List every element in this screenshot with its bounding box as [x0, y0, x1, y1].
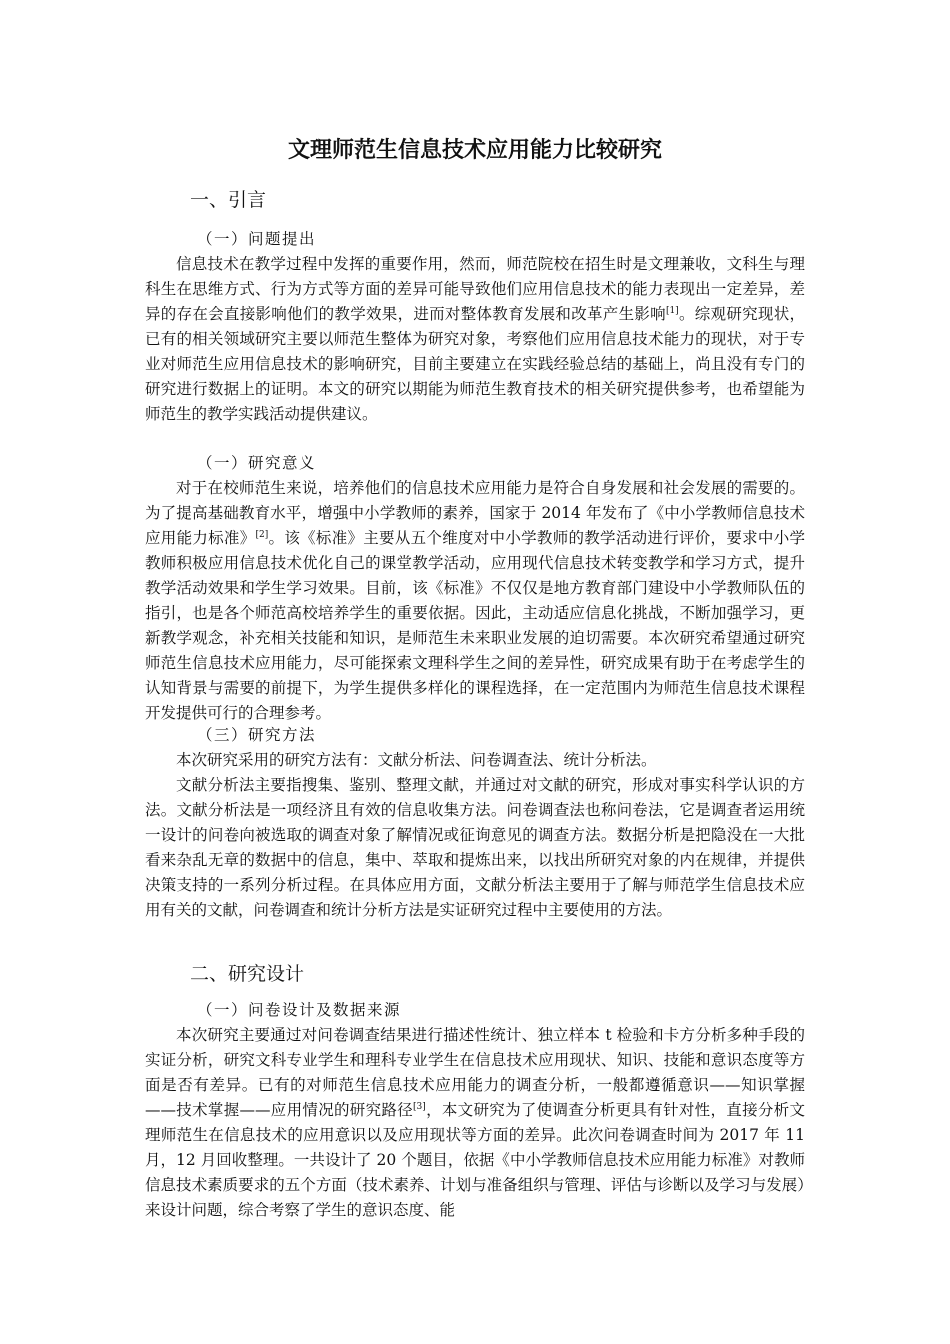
subsection-heading-significance: （一）研究意义: [197, 454, 317, 472]
paragraph-text: 对于在校师范生来说，培养他们的信息技术应用能力是符合自身发展和社会发展的需要的。为了提高基础教育水平，增强中小学教师的素养，国家于 2014 年发布了《中小学教师信息技术应用能力标准》: [145, 479, 805, 547]
section-heading-design: 二、研究设计: [190, 963, 305, 985]
subsection-heading-problem: （一）问题提出: [197, 230, 317, 248]
paragraph-text: 。该《标准》主要从五个维度对中小学教师的教学活动进行评价，要求中小学教师积极应用信息技术优化自己的课堂教学活动，应用现代信息技术转变教学和学习方式，提升教学活动效果和学生学习效果。目前，该《标准》不仅仅是地方教育部门建设中小学教师队伍的指引，也是各个师范高校培养学生的重要依据。因此，主动适应信息化挑战，不断加强学习，更新教学观念，补充相关技能和知识，是师范生未来职业发展的迫切需要。本次研究希望通过研究师范生信息技术应用能力，尽可能探索文理科学生之间的差异性，研究成果有助于在考虑学生的认知背景与需要的前提下，为学生提供多样化的课程选择，在一定范围内为师范生信息技术课程开发提供可行的合理参考。: [145, 529, 805, 722]
paragraph-methods-detail: 文献分析法主要指搜集、鉴别、整理文献，并通过对文献的研究，形成对事实科学认识的方法。文献分析法是一项经济且有效的信息收集方法。问卷调查法也称问卷法，它是调查者运用统一设计的问卷向被选取的调查对象了解情况或征询意见的调查方法。数据分析是把隐没在一大批看来杂乱无章的数据中的信息，集中、萃取和提炼出来，以找出所研究对象的内在规律，并提供决策支持的一系列分析过程。在具体应用方面，文献分析法主要用于了解与师范学生信息技术应用有关的文献，问卷调查和统计分析方法是实证研究过程中主要使用的方法。: [145, 776, 805, 919]
paragraph-methods-intro: 本次研究采用的研究方法有：文献分析法、问卷调查法、统计分析法。: [176, 751, 657, 769]
citation-ref: [3]: [413, 1102, 426, 1112]
subsection-heading-questionnaire: （一）问卷设计及数据来源: [197, 1001, 402, 1019]
paragraph-significance: [145, 476, 805, 726]
subsection-heading-methods: （三）研究方法: [197, 726, 317, 744]
paragraph-questionnaire: [145, 1023, 805, 1223]
paragraph-text: 。综观研究现状，已有的相关领域研究主要以师范生整体为研究对象，考察他们应用信息技术能力的现状，对于专业对师范生应用信息技术的影响研究，目前主要建立在实践经验总结的基础上，尚且没有专门的研究进行数据上的证明。本文的研究以期能为师范生教育技术的相关研究提供参考，也希望能为师范生的教学实践活动提供建议。: [145, 305, 805, 423]
paragraph-text: 本次研究主要通过对问卷调查结果进行描述性统计、独立样本 t 检验和卡方分析多种手段的实证分析，研究文科专业学生和理科专业学生在信息技术应用现状、知识、技能和意识态度等方面是否有差异。已有的对师范生信息技术应用能力的调查分析，一般都遵循意识——知识掌握——技术掌握——应用情况的研究路径: [145, 1026, 805, 1119]
section-heading-introduction: 一、引言: [190, 189, 267, 211]
document-title: 文理师范生信息技术应用能力比较研究: [287, 138, 662, 163]
paragraph-text: 信息技术在教学过程中发挥的重要作用，然而，师范院校在招生时是文理兼收，文科生与理科生在思维方式、行为方式等方面的差异可能导致他们应用信息技术的能力表现出一定差异，差异的存在会直接影响他们的教学效果，进而对整体教育发展和改革产生影响: [145, 255, 805, 323]
citation-ref: [2]: [255, 530, 269, 540]
citation-ref: [1]: [665, 306, 679, 316]
paragraph-problem: [145, 252, 805, 427]
paragraph-text: ，本文研究为了使调查分析更具有针对性，直接分析文理师范生在信息技术的应用意识以及应用现状等方面的差异。此次问卷调查时间为 2017 年 11 月，12 月回收整理。一共设计了 20 个题目，依据《中小学教师信息技术应用能力标准》对教师信息技术素质要求的五个方面（技术素养、计划与准备组织与管理、评估与诊断以及学习与发展）来设计问题，综合考察了学生的意识态度、能: [145, 1101, 805, 1219]
